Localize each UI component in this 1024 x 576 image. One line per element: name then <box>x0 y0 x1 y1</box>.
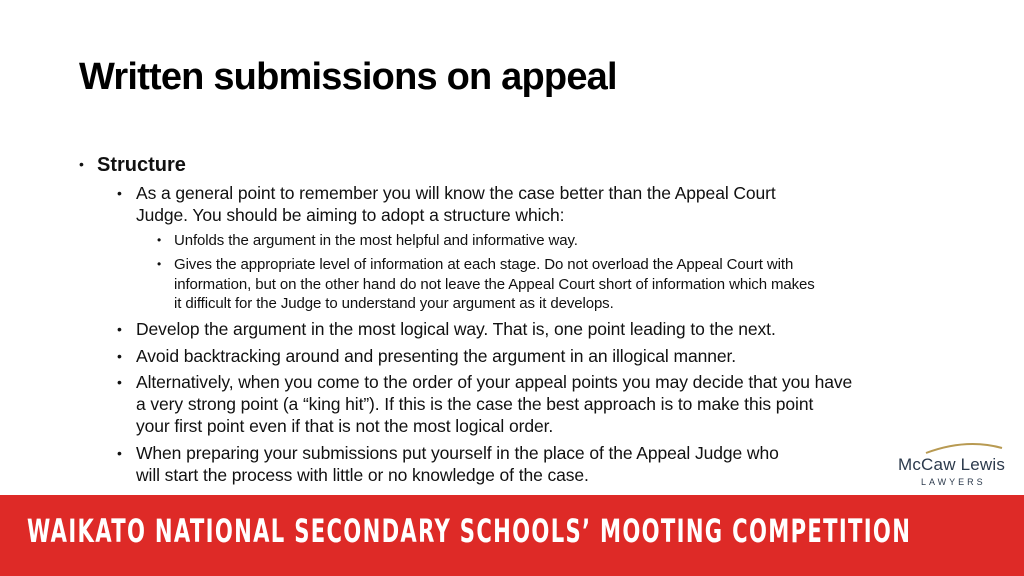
text-line: will start the process with little or no knowledge of the case. <box>136 465 589 485</box>
subpoint-information-level <box>174 255 964 314</box>
logo-swoosh-icon <box>896 440 1006 454</box>
slide-title: Written submissions on appeal <box>79 56 617 98</box>
section-heading-structure: Structure <box>97 154 186 176</box>
bullet-marker: • <box>157 257 162 271</box>
competition-title: WAIKATO NATIONAL SECONDARY SCHOOLS’ MOOTING COMPETITION <box>27 512 912 550</box>
subpoint-unfolds: Unfolds the argument in the most helpful and informative way. <box>174 232 578 249</box>
bullet-marker: • <box>117 348 122 364</box>
point-avoid-backtracking: Avoid backtracking around and presenting the argument in an illogical manner. <box>136 346 736 366</box>
logo-subtitle: LAWYERS <box>921 477 986 487</box>
bullet-marker: • <box>117 374 122 390</box>
bullet-marker: • <box>117 185 122 201</box>
text-line: information, but on the other hand do not leave the Appeal Court short of information which makes <box>174 275 815 293</box>
bullet-marker: • <box>79 156 84 172</box>
mccaw-lewis-logo <box>896 440 1006 490</box>
text-line: Gives the appropriate level of information at each stage. Do not overload the Appeal Court with <box>174 256 794 273</box>
bullet-marker: • <box>117 321 122 337</box>
text-line: As a general point to remember you will know the case better than the Appeal Court <box>136 183 776 203</box>
text-line: When preparing your submissions put yourself in the place of the Appeal Judge who <box>136 443 779 463</box>
point-logical-way: Develop the argument in the most logical way. That is, one point leading to the next. <box>136 319 776 339</box>
logo-name: McCaw Lewis <box>898 455 1006 474</box>
point-king-hit <box>136 371 956 437</box>
text-line: Alternatively, when you come to the order of your appeal points you may decide that you have <box>136 372 853 392</box>
footer-banner <box>0 495 1024 576</box>
text-line: your first point even if that is not the most logical order. <box>136 416 554 436</box>
text-line: Judge. You should be aiming to adopt a structure which: <box>136 205 565 225</box>
point-appeal-judge-perspective <box>136 442 876 486</box>
point-general <box>136 182 956 226</box>
text-line: it difficult for the Judge to understand your argument as it develops. <box>174 295 614 312</box>
text-line: a very strong point (a “king hit”). If this is the case the best approach is to make this point <box>136 394 814 414</box>
bullet-marker: • <box>157 233 162 247</box>
bullet-marker: • <box>117 445 122 461</box>
